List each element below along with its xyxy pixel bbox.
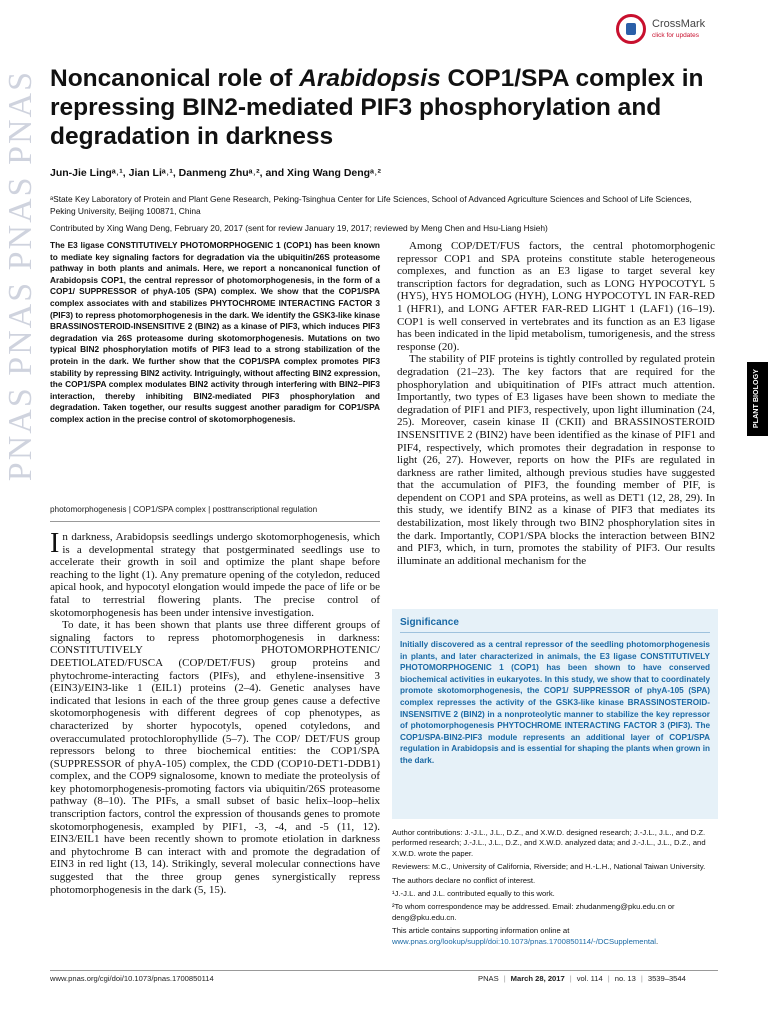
correspondence-note: ²To whom correspondence may be addressed. Email: zhudanmeng@pku.edu.cn or deng@pku.edu.cn. [392, 902, 675, 922]
pnas-watermark [2, 70, 39, 770]
author-list: Jun-Jie Lingᵃ˒¹, Jian Liᵃ˒¹, Danmeng Zhuᵃ˒², and Xing Wang Dengᵃ˒² [50, 167, 382, 179]
watermark-text: PNAS PNAS PNAS PNAS [2, 70, 39, 482]
footer-journal: PNAS [478, 974, 499, 983]
crossmark-badge[interactable] [616, 14, 736, 50]
section-tab [747, 362, 768, 436]
contributed-line: Contributed by Xing Wang Deng, February 20, 2017 (sent for review January 19, 2017; reviewed by Meng Chen and Hsu-Liang Hsieh) [50, 223, 548, 233]
footer-volume: vol. 114 [576, 974, 603, 983]
reviewers-note: Reviewers: M.C., University of California, Riverside; and H.-L.H., National Taiwan University. [392, 862, 706, 872]
supporting-info-link[interactable]: www.pnas.org/lookup/suppl/doi:10.1073/pnas.1700850114/-/DCSupplemental [392, 936, 656, 946]
author-contributions: Author contributions: J.-J.L., J.L., D.Z., and X.W.D. designed research; J.-J.L., J.L., and D.Z. performed research; J.-J.L., J.L., D.Z., and X.W.D. analyzed data; and J.-J.L., J.L., D.Z., and X.W.D. wrote the paper. [392, 828, 706, 858]
section-tab-label: PLANT BIOLOGY [751, 369, 760, 429]
significance-divider [400, 632, 710, 633]
significance-text: Initially discovered as a central repressor of the seedling photomorphogenesis in plants, and later characterized in animals, the E3 ligase CONSTITUTIVELY PHOTOMORPHOGENIC 1 (COP1) has been shown to have conserved biochemical activities in eukaryotes. In this study, we show that to coordinately promote skotomorphogenesis, the COP1/ SUPPRESSOR of phyA-105 (SPA) complex represses the activity of the GSK3-like kinase BRASSINOSTEROID-INSENSITIVE 2 (BIN2) in a nonproteolytic manner to stabilize the key repressor of photomorphogenesis PHYTOCHROME INTERACTING FACTOR 3 (PIF3). The COP1/SPA-BIN2-PIF3 module represents an additional layer of COP1/SPA regulation in Arabidopsis and is essential for shaping the plants when grown in the dark. [400, 640, 710, 765]
significance-title: Significance [400, 617, 459, 628]
crossmark-title: CrossMark [652, 18, 706, 30]
footer-divider [50, 970, 718, 971]
abstract: The E3 ligase CONSTITUTIVELY PHOTOMORPHOGENIC 1 (COP1) has been known to mediate key signaling factors for degradation via the ubiquitin/26S proteasome pathway in both plants and animals. Here, we report a noncanonical function of Arabidopsis COP1, the central repressor of photomorphogenesis, in the form of a COP1/ SUPPRESSOR of phyA-105 (SPA) complex. We show that the COP1/SPA complex associates with and stabilizes PHYTOCHROME INTERACTING FACTOR 3 (PIF3) to repress photomorphogenesis in the dark. We identify the GSK3-like kinase BRASSINOSTEROID-INSENSITIVE 2 (BIN2) as a kinase of PIF3, which induces PIF3 degradation via 26S proteasome during skotomorphogenesis. Mutations on two typical BIN2 phosphorylation motifs of PIF3 lead to a strong stabilization of the protein in the dark. We further show that the COP1/SPA complex promotes PIF3 stability by repressing BIN2 activity. Intriguingly, without affecting BIN2 expression, the COP1/SPA complex modulates BIN2 activity through interfering with BIN2–PIF3 interaction, thereby inhibiting BIN2-mediated PIF3 phosphorylation and degradation. Taken together, our results suggest another paradigm for COP1/SPA complex action in the precise control of skotomorphogenesis. [50, 240, 380, 424]
supporting-info-note: This article contains supporting information online at www.pnas.org/lookup/suppl/doi:10.1073/pnas.1700850114/-/DCSupplemental. [392, 926, 659, 946]
footer-date: March 28, 2017 [510, 974, 565, 983]
crossmark-icon [616, 14, 646, 44]
conflict-note: The authors declare no conflict of interest. [392, 875, 536, 885]
equal-contribution-note: ¹J.-J.L. and J.L. contributed equally to this work. [392, 889, 555, 899]
article-notes [392, 828, 718, 950]
body-column-right [397, 240, 715, 567]
intro-paragraph-3: Among COP/DET/FUS factors, the central photomorphogenic repressor COP1 and SPA proteins constitute stable heterogeneous complexes, and function as an E3 ligase to target several key transcription factors for degradation, such as LONG HYPOCOTYL 5 (HY5), HY5 HOMOLOG (HYH), LONG HYPOCOTYL IN FAR-RED 1 (HFR1), and LONG AFTER FAR-RED LIGHT 1 (LAF1) (16–19). COP1 is well conserved in vertebrates and its function as an E3 ligase has been indicated in the lipid metabolism, tumorigenesis, and the stress response (20). [397, 240, 715, 353]
footer-pages: 3539–3544 [647, 974, 686, 983]
keywords: photomorphogenesis | COP1/SPA complex | posttranscriptional regulation [50, 505, 318, 514]
crossmark-subtitle: click for updates [652, 32, 699, 39]
intro-paragraph-4: The stability of PIF proteins is tightly controlled by regulated protein degradation (21–23). The key factors that are required for the phosphorylation and ubiquitination of PIFs attract much attention. Importantly, two types of E3 ligases have been shown to mediate the degradation of PIF1 and PIF3, respectively, upon light illumination (24, 25). Moreover, casein kinase II (CKII) and BRASSINOSTEROID INSENSITIVE 2 (BIN2) have been identified as the kinase of PIF1 and PIF4, respectively, which promotes their degradation in response to light (26, 27). However, reports on how the PIFs are regulated in darkness are rather limited, although previous studies have suggested that the accumulation of PIF3, the founding member of PIF, is dependent on COP1 and SPA proteins, as well as DET1 (12, 28, 29). In this study, we identify BIN2 as a kinase of PIF3 that mediates its destabilization, most likely through two BIN2 phosphorylation sites in the dark. Importantly, COP1/SPA blocks the interaction between BIN2 and PIF3, which, in turn, promotes the stability of PIF3. Our results illuminate an additional mechanism for the [397, 353, 715, 567]
intro-paragraph-1: In darkness, Arabidopsis seedlings undergo skotomorphogenesis, which is a developmental strategy that postgerminated seedlings use to accelerate their growth in soil and optimize the plant shape before reaching to the light (1). Any premature opening of the cotyledon, reduced apical hook, and hypocotyl elongation would impede the pace of life or be fatal to terrestrial flowering plants. The precise control of skotomorphogenesis has been under intensive investigation. [50, 528, 380, 619]
significance-box [392, 609, 718, 819]
body-column-left [50, 528, 380, 896]
keywords-divider [50, 521, 380, 522]
footer-citation: PNAS | March 28, 2017 | vol. 114 | no. 13 | 3539–3544 [478, 974, 686, 983]
footer-doi-link[interactable]: www.pnas.org/cgi/doi/10.1073/pnas.1700850114 [50, 974, 214, 983]
intro-paragraph-2: To date, it has been shown that plants use three different groups of signaling factors to repress photomorphogenesis in darkness: CONSTITUTIVELY PHOTOMORPHOTENIC/ DEETIOLATED/FUSCA (COP/DET/FUS) group proteins and phytochrome-interacting factors (PIFs), and ethylene-insensitive 3 (EIN3)/EIN3-like 1 (EIL1) proteins (2–4). Genetic analyses have indicated that lesions in each of the three group genes cause a defective skotomorphogenesis with different degrees of cop phenotypes, as characterized by shorter hypocotyls, opened cotyledons, and overaccumulated protochlorophyllide (5–7). The COP/ DET/FUS group repressors belong to three biochemical entities: the COP1/SPA (SUPPRESSOR of phyA-105) complex, the CDD (COP10-DET1-DDB1) complex, and the COP9 signalosome, known to mediate the proteolysis of key photomorphogenesis-promoting factors via ubiquitin/26S proteasome pathway (8–10). The PIFs, a small subset of basic helix–loop–helix transcription factors, control the expression of thousands genes to promote skotomorphogenesis, exampled by PIF1, -3, -4, and -5 (11, 12). EIN3/EIL1 have been recently shown to promote etiolation in darkness and phytochrome B can interact with and promote the degradation of EIN3 in red light (13, 14). Strikingly, several molecular connections have suggested that the three group genes synergistically repress photomorphogenesis in the dark (5, 15). [50, 619, 380, 896]
article-title: Noncanonical role of Arabidopsis COP1/SPA complex in repressing BIN2-mediated PIF3 phosphorylation and degradation in darkness [50, 65, 704, 150]
dropcap: I [50, 528, 60, 559]
affiliation: ᵃState Key Laboratory of Protein and Plant Gene Research, Peking-Tsinghua Center for Life Sciences, School of Advanced Agriculture Sciences and School of Life Sciences, Peking University, Beijing 100871, China [50, 194, 692, 216]
footer-issue: no. 13 [614, 974, 636, 983]
